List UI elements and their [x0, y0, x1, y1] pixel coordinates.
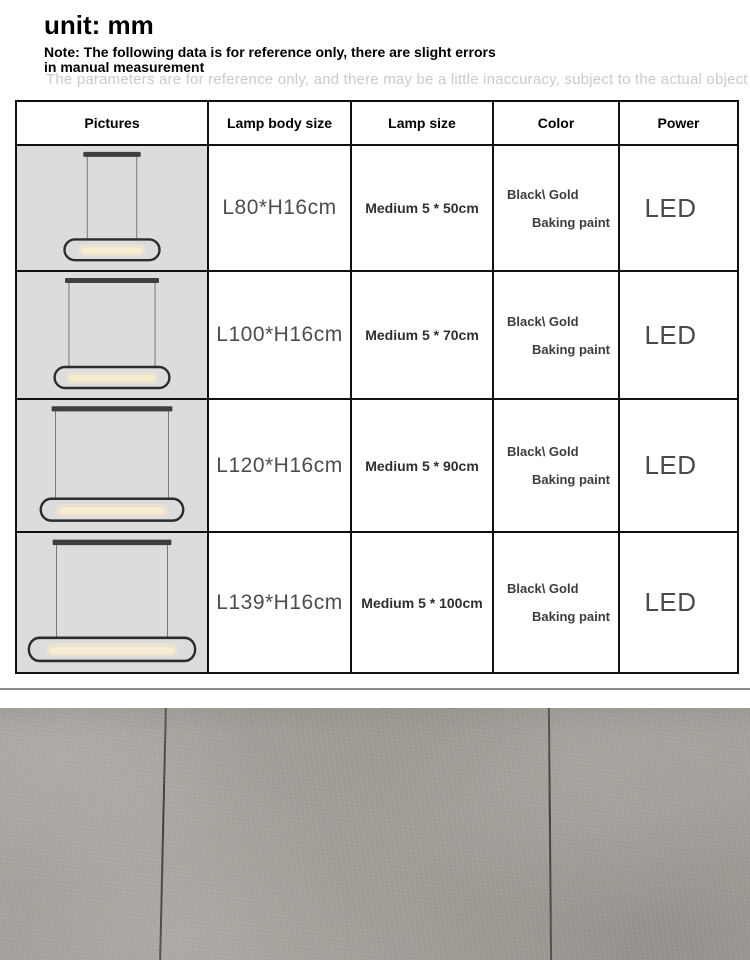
power-cell: LED	[619, 271, 738, 399]
color-line-1: Black\ Gold	[507, 581, 579, 596]
column-header-power: Power	[619, 101, 738, 145]
picture-cell	[16, 532, 208, 673]
color-line-2: Baking paint	[532, 609, 611, 624]
pendant-lamp-illustration	[17, 146, 207, 270]
picture-cell	[16, 399, 208, 532]
lamp-body-size-cell: L120*H16cm	[208, 399, 351, 532]
color-line-2: Baking paint	[532, 214, 611, 230]
lamp-canopy-icon	[83, 152, 140, 157]
subnote-text: The parameters are for reference only, and there may be a little inaccuracy, subject to the actual object	[46, 71, 748, 88]
lamp-canopy-icon	[52, 406, 173, 411]
lamp-body-size-cell: L139*H16cm	[208, 532, 351, 673]
section-divider	[0, 688, 750, 690]
lamp-size-cell: Medium 5 * 50cm	[351, 145, 493, 271]
power-cell: LED	[619, 532, 738, 673]
color-line-2: Baking paint	[532, 472, 611, 487]
lamp-size-cell: Medium 5 * 70cm	[351, 271, 493, 399]
color-cell	[493, 271, 619, 399]
note-line-2: in manual measurement	[44, 59, 205, 75]
lamp-tube-icon	[59, 507, 166, 515]
table-row	[16, 145, 738, 271]
picture-cell	[16, 145, 208, 271]
column-header-color: Color	[493, 101, 619, 145]
pendant-lamp-illustration	[17, 533, 207, 672]
table-row	[16, 271, 738, 399]
table-row	[16, 532, 738, 673]
lamp-body-size-cell: L100*H16cm	[208, 271, 351, 399]
color-line-2: Baking paint	[532, 341, 611, 357]
lamp-tube-icon	[49, 646, 176, 655]
lamp-tube-icon	[68, 375, 155, 383]
lamp-body-size-cell: L80*H16cm	[208, 145, 351, 271]
page-title: unit: mm	[44, 10, 154, 40]
tile-seam	[548, 708, 552, 960]
color-cell	[493, 145, 619, 271]
lamp-size-cell: Medium 5 * 100cm	[351, 532, 493, 673]
lamp-size-cell: Medium 5 * 90cm	[351, 399, 493, 532]
color-line-1: Black\ Gold	[507, 186, 579, 202]
color-cell	[493, 532, 619, 673]
tile-seam	[159, 708, 167, 960]
column-header-pictures: Pictures	[16, 101, 208, 145]
power-cell: LED	[619, 145, 738, 271]
note-line-1: Note: The following data is for reference only, there are slight errors	[44, 44, 496, 60]
lamp-tube-icon	[81, 247, 142, 255]
header-row	[16, 101, 738, 145]
column-header-lamp-size: Lamp size	[351, 101, 493, 145]
lamp-canopy-icon	[65, 278, 159, 283]
pendant-lamp-illustration	[17, 272, 207, 398]
concrete-wall-photo	[0, 708, 750, 960]
picture-cell	[16, 271, 208, 399]
color-line-1: Black\ Gold	[507, 444, 579, 459]
pendant-lamp-illustration	[17, 400, 207, 531]
table-row	[16, 399, 738, 532]
lamp-canopy-icon	[53, 540, 172, 546]
color-cell	[493, 399, 619, 532]
color-line-1: Black\ Gold	[507, 313, 579, 329]
column-header-lamp-body-size: Lamp body size	[208, 101, 351, 145]
power-cell: LED	[619, 399, 738, 532]
spec-table	[15, 100, 739, 674]
